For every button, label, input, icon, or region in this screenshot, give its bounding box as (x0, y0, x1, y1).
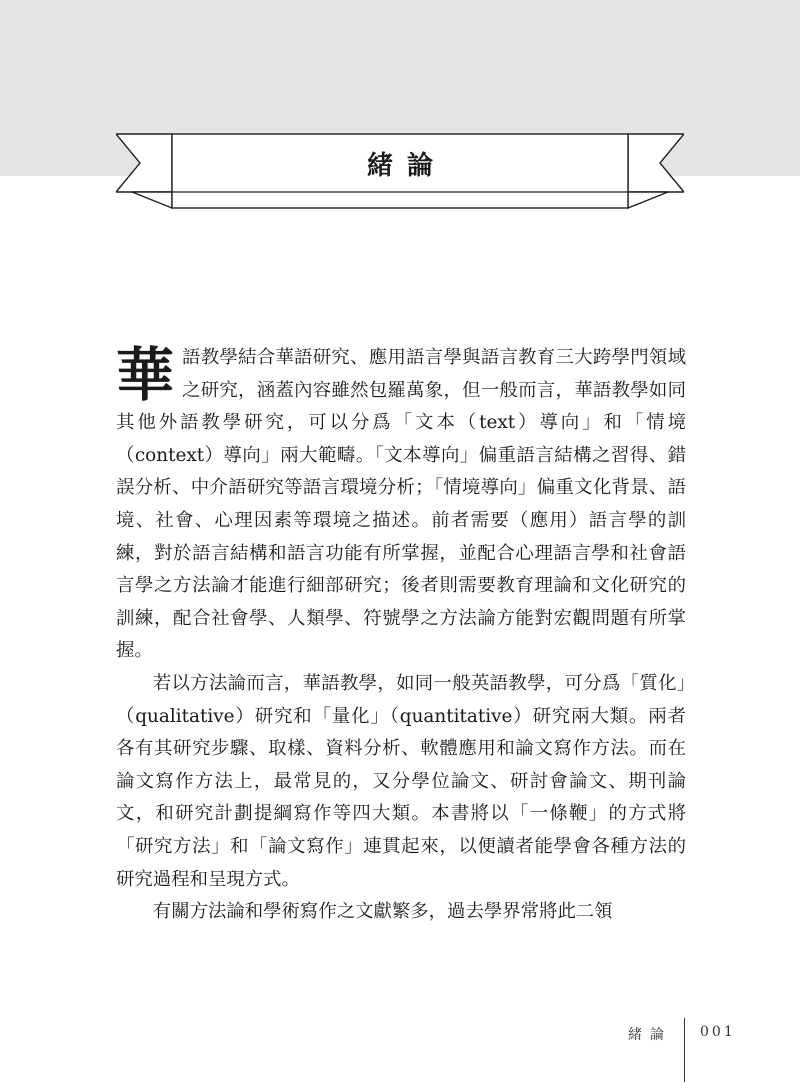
footer-divider (684, 1018, 685, 1082)
paragraph-1-text: 語教學結合華語研究、應用語言學與語言教育三大跨學門領域之研究，涵蓋內容雖然包羅萬象，但一般而言，華語教學如同其他外語教學研究，可以分爲「文本（text）導向」和「情境（context）導向」兩大範疇。「文本導向」偏重語言結構之習得、錯誤分析、中介語研究等語言環境分析；「情境導向」偏重文化背景、語境、社會、心理因素等環境之描述。前者需要（應用）語言學的訓練，對於語言結構和語言功能有所掌握，並配合心理語言學和社會語言學之方法論才能進行細部研究；後者則需要教育理論和文化研究的訓練，配合社會學、人類學、符號學之方法論方能對宏觀問題有所掌握。 (116, 347, 686, 662)
paragraph-1 (116, 342, 686, 668)
paragraph-3: 有關方法論和學術寫作之文獻繁多，過去學界常將此二領 (152, 901, 613, 923)
chapter-body (116, 342, 686, 929)
footer-chapter-title: 緒論 (628, 1027, 672, 1043)
chapter-banner (116, 124, 684, 210)
chapter-title: 緒論 (366, 150, 447, 181)
paragraph-2: 若以方法論而言，華語教學，如同一般英語教學，可分爲「質化」（qualitative）研究和「量化」（quantitative）研究兩大類。兩者各有其研究步驟、取樣、資料分析、軟體應用和論文寫作方法。而在論文寫作方法上，最常見的，又分學位論文、研討會論文、期刊論文，和研究計劃提綱寫作等四大類。本書將以「一條鞭」的方式將「研究方法」和「論文寫作」連貫起來，以便讀者能學會各種方法的研究過程和呈現方式。 (116, 672, 686, 890)
drop-cap: 華 (116, 341, 175, 409)
page-number: 001 (700, 1024, 736, 1040)
